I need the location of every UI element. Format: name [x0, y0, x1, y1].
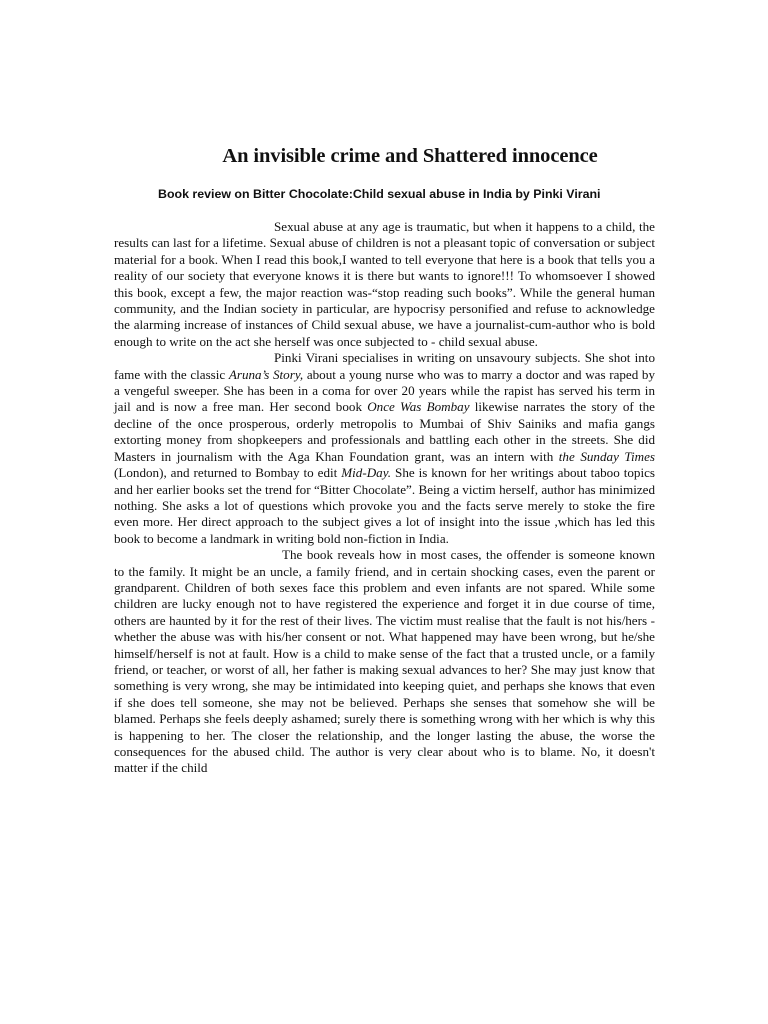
- book-title-once-was-bombay: Once Was Bombay: [367, 399, 470, 415]
- publication-sunday-times: the Sunday Times: [558, 448, 655, 464]
- paragraph-2-text-4: (London), and returned to Bombay to edit: [114, 465, 342, 481]
- page-subtitle: Book review on Bitter Chocolate:Child sexual abuse in India by Pinki Virani: [158, 187, 601, 201]
- paragraph-1: Sexual abuse at any age is traumatic, but when it happens to a child, the results can last for a lifetime. Sexual abuse of children is not a pleasant topic of conversation or subject material for a book. When I read this book,I wanted to tell everyone that here is a book that tells you a reality of our society that everyone knows it is there but wants to ignore!!! To whomsoever I showed this book, except a few, the major reaction was-“stop reading such books”. While the general human community, and the Indian society in particular, are hypocrisy personified and refuse to acknowledge the alarming increase of instances of Child sexual abuse, we have a journalist-cum-author who is bold enough to write on the act she herself was once subjected to - child sexual abuse.: [114, 219, 655, 349]
- paragraph-2-text-2: about a young nurse who was to marry a doctor and was raped by a vengeful sweeper. She has been in a coma for over 20 years while the rapist has served his term in jail and is now a free man. Her second book: [114, 366, 656, 415]
- paragraph-2-text-1: Pinki Virani specialises in writing on unsavoury subjects. She shot into fame with the classic: [114, 350, 655, 382]
- publication-mid-day: Mid-Day.: [341, 465, 392, 481]
- paragraph-3: The book reveals how in most cases, the offender is someone known to the family. It might be an uncle, a family friend, and in certain shocking cases, even the parent or grandparent. Children of both sexes face this problem and even infants are not spared. While some children are lucky enough not to have registered the experience and forget it in due course of time, others are haunted by it for the rest of their lives. The victim must realise that the fault is not his/hers - whether the abuse was with his/her consent or not. What happened may have been wrong, but he/she himself/herself is not at fault. How is a child to make sense of the fact that a trusted uncle, or a family friend, or teacher, or worst of all, her father is making sexual advances to her? She may just know that something is very wrong, she may be intimidated into keeping quiet, and perhaps she knows that even if she does tell someone, she may not be believed. Perhaps she senses that somehow she will be blamed. Perhaps she feels deeply ashamed; surely there is something wrong with her which is why this is happening to her. The closer the relationship, and the longer lasting the abuse, the worse the consequences for the abused child. The author is very clear about who is to blame. No, it doesn't matter if the child: [114, 547, 655, 776]
- paragraph-2: [114, 350, 655, 547]
- article-body: [114, 219, 655, 777]
- paragraph-2-text-3: likewise narrates the story of the decline of the once prosperous, orderly metropolis to Mumbai of Shiv Sainiks and mafia gangs extorting money from shopkeepers and professionals and battling each other in the streets. She did Masters in journalism with the Aga Khan Foundation grant, was an intern with: [114, 399, 655, 464]
- paragraph-2-text-5: She is known for her writings about taboo topics and her earlier books set the trend for “Bitter Chocolate”. Being a victim herself, author has minimized nothing. She asks a lot of questions which provoke you and the facts serve merely to stoke the fire even more. Her direct approach to the subject gives a lot of insight into the issue ,which has led this book to become a landmark in writing bold non-fiction in India.: [114, 465, 655, 546]
- page-title: An invisible crime and Shattered innocence: [222, 145, 598, 167]
- book-title-arunas-story: Aruna’s Story,: [228, 366, 304, 382]
